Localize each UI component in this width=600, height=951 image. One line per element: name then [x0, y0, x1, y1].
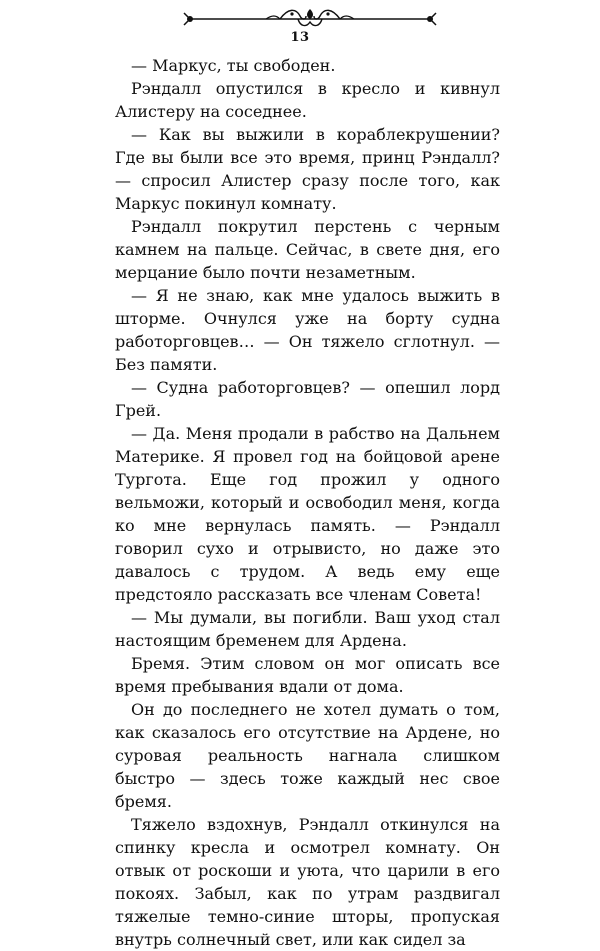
- paragraph: Бремя. Этим словом он мог описать все время пребывания вдали от дома.: [115, 654, 500, 696]
- paragraph: — Мы думали, вы погибли. Ваш уход стал настоящим бременем для Ардена.: [115, 608, 500, 650]
- body-text: [115, 54, 500, 951]
- paragraph: Он до последнего не хотел думать о том, как сказалось его отсутствие на Ардене, но суровая реальность нагнала слишком быстро — здесь тоже каждый нес свое бремя.: [115, 700, 500, 811]
- paragraph: — Да. Меня продали в рабство на Дальнем Материке. Я провел год на бойцовой арене Тургота. Еще год прожил у одного вельможи, который и освободил меня, когда ко мне вернулась память. — Рэндалл говорил сухо и отрывисто, но даже это давалось с трудом. А ведь ему еще предстояло рассказать все членам Совета!: [115, 424, 500, 604]
- paragraph: — Маркус, ты свободен.: [131, 56, 336, 75]
- paragraph: — Как вы выжили в кораблекрушении? Где вы были все это время, принц Рэндалл? — спросил Алистер сразу после того, как Маркус покинул комнату.: [115, 125, 500, 213]
- paragraph: — Я не знаю, как мне удалось выжить в шторме. Очнулся уже на борту судна работорговцев… — Он тяжело сглотнул. — Без памяти.: [115, 286, 500, 374]
- paragraph: Рэндалл покрутил перстень с черным камнем на пальце. Сейчас, в свете дня, его мерцание было почти незаметным.: [115, 217, 500, 282]
- paragraph: — Судна работорговцев? — опешил лорд Грей.: [115, 378, 500, 420]
- page-number: 13: [290, 30, 310, 45]
- paragraph: Тяжело вздохнув, Рэндалл откинулся на спинку кресла и осмотрел комнату. Он отвык от роскоши и уюта, что царили в его покоях. Забыл, как по утрам раздвигал тяжелые темно-синие шторы, пропуская внутрь солнечный свет, или как сидел за: [115, 815, 500, 949]
- paragraph: Рэндалл опустился в кресло и кивнул Алистеру на соседнее.: [115, 79, 500, 121]
